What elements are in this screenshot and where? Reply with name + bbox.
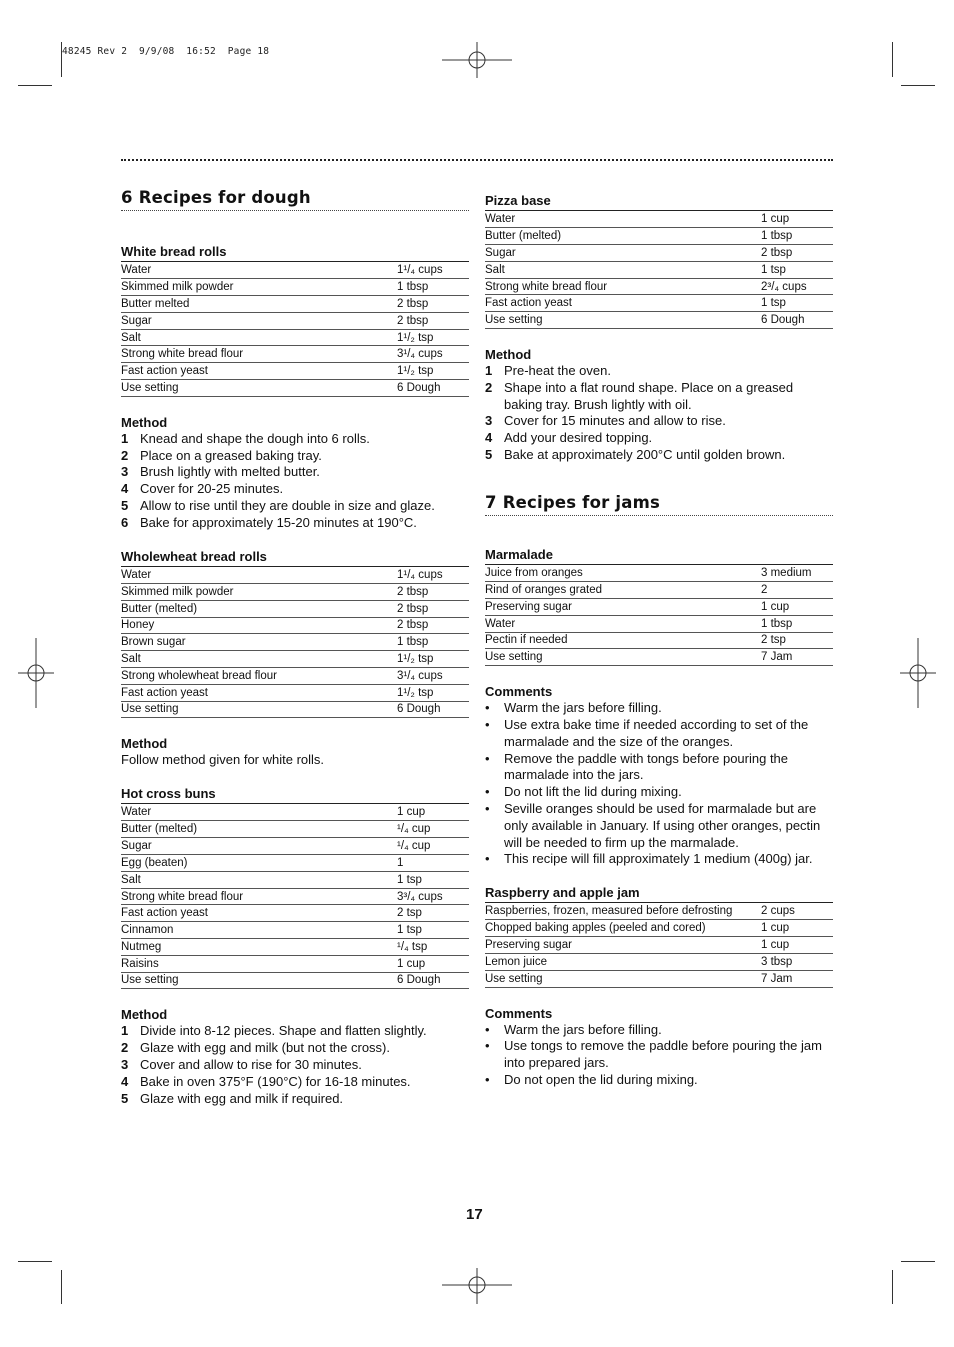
recipe-title: Pizza base <box>485 193 833 211</box>
ingredient-row <box>121 567 469 584</box>
comment-text: Use tongs to remove the paddle before pouring the jam into prepared jars. <box>504 1038 822 1071</box>
ingredient-row <box>121 684 469 701</box>
ingredient-name: Butter melted <box>121 296 397 313</box>
method-steps <box>485 363 833 464</box>
recipe-title: Marmalade <box>485 547 833 565</box>
ingredient-name: Strong white bread flour <box>121 888 397 905</box>
ingredient-amount: 1¹/₂ tsp <box>397 363 469 380</box>
recipe-title: Raspberry and apple jam <box>485 885 833 903</box>
ingredient-name: Butter (melted) <box>485 228 761 245</box>
ingredient-row <box>121 262 469 279</box>
ingredient-row <box>121 329 469 346</box>
ingredient-amount: ¹/₄ cup <box>397 838 469 855</box>
ingredient-name: Water <box>121 567 397 584</box>
method-step <box>121 1040 469 1057</box>
ingredient-row <box>121 279 469 296</box>
ingredient-amount: 6 Dough <box>761 312 833 329</box>
ingredient-row <box>121 871 469 888</box>
ingredient-name: Honey <box>121 617 397 634</box>
step-number: 2 <box>485 379 493 395</box>
method-step <box>121 1091 469 1108</box>
comment-item <box>485 1072 833 1089</box>
ingredient-row <box>121 346 469 363</box>
ingredient-name: Strong wholewheat bread flour <box>121 667 397 684</box>
ingredients-table <box>121 567 469 719</box>
method-step <box>121 464 469 481</box>
ingredient-row <box>485 903 833 920</box>
recipe-title: Hot cross buns <box>121 786 469 804</box>
bullet-icon: • <box>485 784 490 800</box>
ingredient-name: Water <box>121 262 397 279</box>
ingredient-row <box>121 905 469 922</box>
ingredient-row <box>121 583 469 600</box>
step-text: Cover and allow to rise for 30 minutes. <box>140 1056 362 1072</box>
ingredient-amount: 2 tsp <box>397 905 469 922</box>
left-column <box>121 188 469 1107</box>
comments-heading: Comments <box>485 684 553 700</box>
ingredient-row <box>121 804 469 821</box>
method-step <box>485 430 833 447</box>
registration-mark-icon <box>442 42 512 78</box>
method-heading: Method <box>485 347 532 363</box>
step-number: 1 <box>121 1023 129 1039</box>
ingredient-name: Fast action yeast <box>485 295 761 312</box>
ingredient-row <box>485 261 833 278</box>
comment-text: Do not lift the lid during mixing. <box>504 784 682 800</box>
ingredient-name: Use setting <box>121 972 397 989</box>
ingredient-name: Butter (melted) <box>121 600 397 617</box>
ingredient-amount: 1¹/₂ tsp <box>397 651 469 668</box>
section-number: 7 <box>485 492 497 512</box>
ingredient-name: Salt <box>121 329 397 346</box>
ingredient-name: Strong white bread flour <box>121 346 397 363</box>
ingredient-row <box>485 649 833 666</box>
crop-mark <box>892 42 893 77</box>
comments-heading: Comments <box>485 1005 553 1021</box>
ingredient-amount: 3¹/₄ cups <box>397 667 469 684</box>
ingredient-amount: 2 tbsp <box>761 245 833 262</box>
method-step <box>121 1023 469 1040</box>
comment-item <box>485 751 833 785</box>
method-step <box>485 413 833 430</box>
ingredient-row <box>121 888 469 905</box>
comment-text: This recipe will fill approximately 1 medium (400g) jar. <box>504 851 813 867</box>
ingredient-amount: 6 Dough <box>397 380 469 397</box>
ingredient-amount: 2 tsp <box>761 632 833 649</box>
step-text: Cover for 20-25 minutes. <box>140 481 284 497</box>
ingredient-name: Skimmed milk powder <box>121 279 397 296</box>
ingredient-name: Strong white bread flour <box>485 278 761 295</box>
ingredient-amount: 2 tbsp <box>397 617 469 634</box>
step-number: 2 <box>121 447 129 463</box>
ingredient-amount: 2 tbsp <box>397 583 469 600</box>
comment-text: Seville oranges should be used for marmalade but are only available in January. If using other oranges, pectin will be needed to firm up the marmalade. <box>504 800 821 850</box>
ingredient-amount: 2³/₄ cups <box>761 278 833 295</box>
section-heading <box>121 188 469 211</box>
method-text: Follow method given for white rolls. <box>121 752 325 768</box>
ingredient-amount: 1 tsp <box>761 261 833 278</box>
ingredient-amount: 3 medium <box>761 565 833 582</box>
ingredient-name: Preserving sugar <box>485 598 761 615</box>
step-text: Bake in oven 375°F (190°C) for 16-18 minutes. <box>140 1073 411 1089</box>
method-heading: Method <box>121 1007 168 1023</box>
ingredient-amount: 2 tbsp <box>397 296 469 313</box>
method-steps <box>121 1023 469 1107</box>
step-text: Glaze with egg and milk (but not the cross). <box>140 1040 391 1056</box>
ingredient-row <box>121 296 469 313</box>
ingredient-row <box>121 701 469 718</box>
ingredient-amount: 1 tsp <box>761 295 833 312</box>
ingredient-amount: 1 cup <box>761 937 833 954</box>
right-column <box>485 188 833 1089</box>
comments-list <box>485 700 833 868</box>
ingredient-row <box>485 295 833 312</box>
section-title: Recipes for dough <box>138 188 311 207</box>
method-step <box>121 498 469 515</box>
section-heading <box>485 493 833 516</box>
print-slug: 48245 Rev 2 9/9/08 16:52 Page 18 <box>62 46 270 57</box>
ingredient-amount: 1 cup <box>761 211 833 228</box>
ingredients-table <box>121 262 469 397</box>
ingredient-amount: ¹/₄ tsp <box>397 939 469 956</box>
ingredient-amount: 3¹/₄ cups <box>397 346 469 363</box>
ingredient-row <box>121 821 469 838</box>
method-step <box>121 1074 469 1091</box>
ingredient-amount: 2 tbsp <box>397 312 469 329</box>
ingredient-name: Rind of oranges grated <box>485 582 761 599</box>
step-text: Bake for approximately 15-20 minutes at 190°C. <box>140 514 417 530</box>
crop-mark <box>18 1261 52 1262</box>
ingredients-table <box>485 211 833 329</box>
ingredient-amount: 6 Dough <box>397 701 469 718</box>
bullet-icon: • <box>485 1071 490 1087</box>
ingredient-name: Lemon juice <box>485 954 761 971</box>
ingredient-name: Water <box>121 804 397 821</box>
step-text: Allow to rise until they are double in size and glaze. <box>140 498 435 514</box>
ingredient-row <box>485 970 833 987</box>
ingredient-row <box>485 632 833 649</box>
ingredient-amount: 1 tsp <box>397 922 469 939</box>
ingredient-row <box>121 855 469 872</box>
ingredient-row <box>121 380 469 397</box>
step-number: 3 <box>121 464 129 480</box>
ingredient-name: Chopped baking apples (peeled and cored) <box>485 920 761 937</box>
comment-text: Warm the jars before filling. <box>504 700 662 716</box>
comment-text: Use extra bake time if needed according to set of the marmalade and the size of the oranges. <box>504 716 809 749</box>
method-heading: Method <box>121 736 168 752</box>
ingredient-row <box>121 667 469 684</box>
method-step <box>121 515 469 532</box>
ingredient-name: Juice from oranges <box>485 565 761 582</box>
ingredient-row <box>485 245 833 262</box>
ingredient-amount: 1 tbsp <box>397 634 469 651</box>
ingredient-name: Use setting <box>485 970 761 987</box>
method-step <box>485 380 833 414</box>
ingredients-table <box>485 565 833 666</box>
ingredient-name: Skimmed milk powder <box>121 583 397 600</box>
crop-mark <box>901 1261 935 1262</box>
ingredient-name: Water <box>485 615 761 632</box>
ingredient-row <box>485 615 833 632</box>
ingredient-row <box>121 634 469 651</box>
ingredient-name: Nutmeg <box>121 939 397 956</box>
comment-item <box>485 1022 833 1039</box>
comment-item <box>485 717 833 751</box>
ingredient-amount: 1¹/₂ tsp <box>397 329 469 346</box>
ingredient-amount: 1 tbsp <box>761 228 833 245</box>
ingredient-row <box>121 838 469 855</box>
ingredient-row <box>485 565 833 582</box>
step-number: 3 <box>121 1056 129 1072</box>
ingredient-name: Egg (beaten) <box>121 855 397 872</box>
step-text: Bake at approximately 200°C until golden brown. <box>504 447 786 463</box>
ingredient-name: Raisins <box>121 955 397 972</box>
bullet-icon: • <box>485 750 490 766</box>
ingredient-name: Sugar <box>121 838 397 855</box>
ingredient-name: Salt <box>121 871 397 888</box>
ingredient-row <box>121 651 469 668</box>
step-number: 4 <box>485 430 493 446</box>
ingredient-amount: 2 <box>761 582 833 599</box>
step-text: Place on a greased baking tray. <box>140 447 322 463</box>
comments-list <box>485 1022 833 1089</box>
ingredient-row <box>485 228 833 245</box>
section-number: 6 <box>121 188 133 207</box>
ingredient-amount: 1¹/₄ cups <box>397 262 469 279</box>
method-step <box>121 481 469 498</box>
ingredient-row <box>121 939 469 956</box>
registration-mark-icon <box>18 638 54 708</box>
ingredient-name: Sugar <box>485 245 761 262</box>
registration-mark-icon <box>442 1268 512 1304</box>
step-text: Add your desired topping. <box>504 430 653 446</box>
method-heading: Method <box>121 414 168 430</box>
comment-text: Do not open the lid during mixing. <box>504 1071 698 1087</box>
ingredient-row <box>485 598 833 615</box>
step-number: 2 <box>121 1040 129 1056</box>
ingredient-name: Sugar <box>121 312 397 329</box>
bullet-icon: • <box>485 851 490 867</box>
method-step <box>485 447 833 464</box>
ingredient-name: Salt <box>485 261 761 278</box>
ingredient-name: Fast action yeast <box>121 363 397 380</box>
ingredient-row <box>121 600 469 617</box>
comment-item <box>485 784 833 801</box>
ingredient-row <box>121 363 469 380</box>
step-number: 1 <box>485 363 493 379</box>
ingredient-row <box>485 278 833 295</box>
ingredient-name: Fast action yeast <box>121 905 397 922</box>
comment-item <box>485 801 833 851</box>
bullet-icon: • <box>485 800 490 816</box>
step-text: Divide into 8-12 pieces. Shape and flatten slightly. <box>140 1023 427 1039</box>
ingredient-amount: 1 <box>397 855 469 872</box>
ingredient-amount: ¹/₄ cup <box>397 821 469 838</box>
ingredient-row <box>485 312 833 329</box>
ingredient-amount: 1 tsp <box>397 871 469 888</box>
ingredient-row <box>485 920 833 937</box>
ingredient-name: Preserving sugar <box>485 937 761 954</box>
ingredient-amount: 1 cup <box>761 920 833 937</box>
bullet-icon: • <box>485 1038 490 1054</box>
crop-mark <box>18 85 52 86</box>
ingredient-row <box>485 211 833 228</box>
step-text: Cover for 15 minutes and allow to rise. <box>504 413 726 429</box>
bullet-icon: • <box>485 1021 490 1037</box>
recipe-title: White bread rolls <box>121 244 469 262</box>
ingredient-amount: 2 tbsp <box>397 600 469 617</box>
step-text: Pre-heat the oven. <box>504 363 611 379</box>
bullet-icon: • <box>485 700 490 716</box>
ingredient-name: Use setting <box>121 380 397 397</box>
ingredient-amount: 3³/₄ cups <box>397 888 469 905</box>
ingredient-row <box>121 617 469 634</box>
ingredients-table <box>121 804 469 989</box>
method-step <box>121 1057 469 1074</box>
comment-text: Remove the paddle with tongs before pouring the marmalade into the jars. <box>504 750 789 783</box>
ingredient-name: Brown sugar <box>121 634 397 651</box>
recipe-title: Wholewheat bread rolls <box>121 549 469 567</box>
ingredient-name: Butter (melted) <box>121 821 397 838</box>
top-dotted-rule <box>121 159 833 161</box>
step-text: Brush lightly with melted butter. <box>140 464 320 480</box>
ingredient-row <box>121 922 469 939</box>
step-text: Shape into a flat round shape. Place on a greased baking tray. Brush lightly with oil. <box>504 379 794 412</box>
step-number: 4 <box>121 1073 129 1089</box>
step-text: Glaze with egg and milk if required. <box>140 1090 344 1106</box>
ingredient-name: Use setting <box>485 649 761 666</box>
ingredient-name: Water <box>485 211 761 228</box>
comment-item <box>485 1038 833 1072</box>
crop-mark <box>901 85 935 86</box>
page-number: 17 <box>466 1206 483 1223</box>
step-number: 6 <box>121 514 129 530</box>
ingredient-row <box>121 972 469 989</box>
ingredient-amount: 1 cup <box>397 955 469 972</box>
crop-mark <box>61 1270 62 1304</box>
ingredient-amount: 2 cups <box>761 903 833 920</box>
ingredient-name: Cinnamon <box>121 922 397 939</box>
method-step <box>121 448 469 465</box>
crop-mark <box>892 1270 893 1304</box>
ingredient-amount: 7 Jam <box>761 649 833 666</box>
ingredient-row <box>485 954 833 971</box>
step-text: Knead and shape the dough into 6 rolls. <box>140 430 370 446</box>
ingredient-name: Raspberries, frozen, measured before defrosting <box>485 903 761 920</box>
comment-item <box>485 700 833 717</box>
step-number: 5 <box>121 498 129 514</box>
ingredient-amount: 1¹/₄ cups <box>397 567 469 584</box>
ingredient-amount: 7 Jam <box>761 970 833 987</box>
ingredient-amount: 6 Dough <box>397 972 469 989</box>
comment-text: Warm the jars before filling. <box>504 1021 662 1037</box>
ingredient-row <box>485 582 833 599</box>
registration-mark-icon <box>900 638 936 708</box>
ingredient-row <box>485 937 833 954</box>
method-steps <box>121 431 469 532</box>
comment-item <box>485 851 833 868</box>
step-number: 3 <box>485 413 493 429</box>
method-step <box>485 363 833 380</box>
section-title: Recipes for jams <box>502 492 660 512</box>
ingredient-amount: 1 tbsp <box>397 279 469 296</box>
ingredient-name: Fast action yeast <box>121 684 397 701</box>
step-number: 5 <box>121 1090 129 1106</box>
ingredient-amount: 1 tbsp <box>761 615 833 632</box>
step-number: 1 <box>121 430 129 446</box>
ingredient-amount: 3 tbsp <box>761 954 833 971</box>
ingredient-amount: 1 cup <box>397 804 469 821</box>
ingredient-name: Pectin if needed <box>485 632 761 649</box>
ingredient-amount: 1 cup <box>761 598 833 615</box>
ingredient-row <box>121 955 469 972</box>
ingredient-name: Salt <box>121 651 397 668</box>
ingredients-table <box>485 903 833 987</box>
method-step <box>121 431 469 448</box>
ingredient-row <box>121 312 469 329</box>
step-number: 5 <box>485 447 493 463</box>
ingredient-name: Use setting <box>121 701 397 718</box>
ingredient-name: Use setting <box>485 312 761 329</box>
ingredient-amount: 1¹/₂ tsp <box>397 684 469 701</box>
bullet-icon: • <box>485 716 490 732</box>
step-number: 4 <box>121 481 129 497</box>
crop-mark <box>61 42 62 77</box>
